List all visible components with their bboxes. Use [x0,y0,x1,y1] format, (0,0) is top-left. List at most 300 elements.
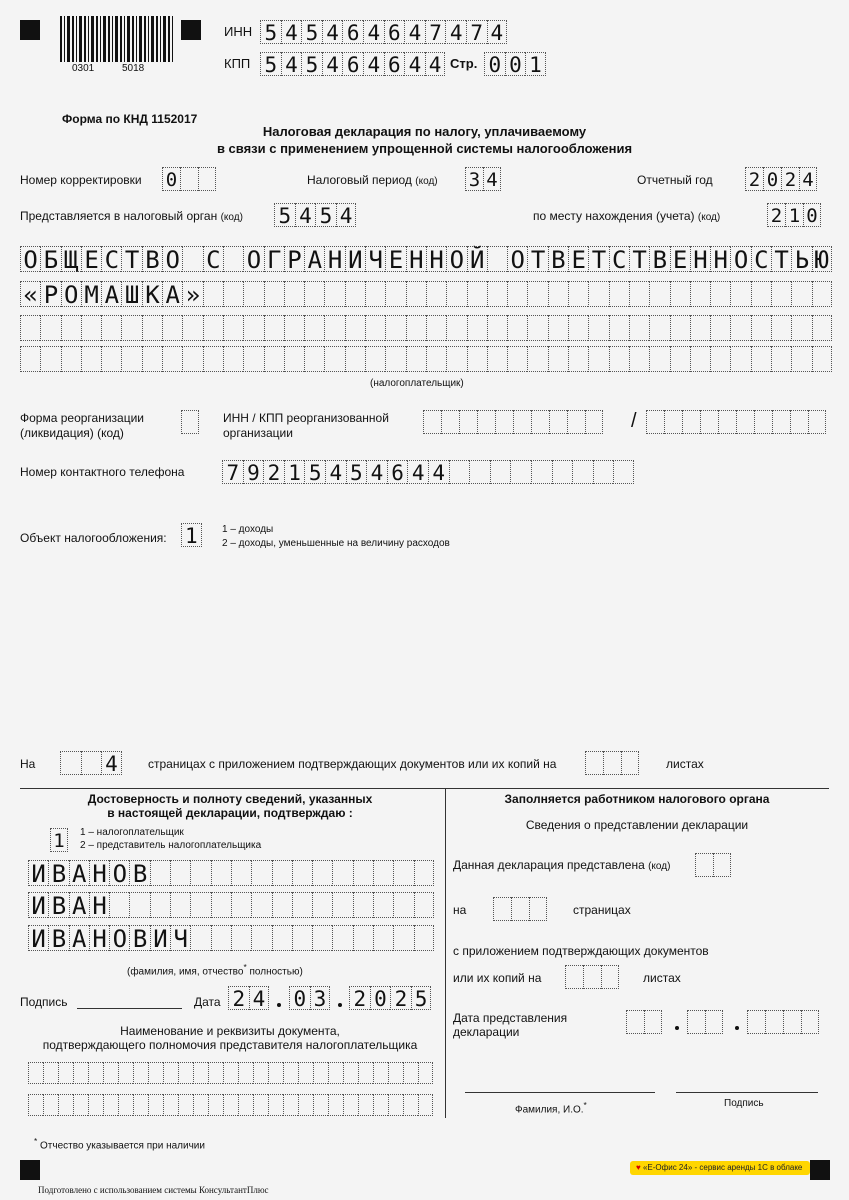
char-cell[interactable]: « [20,281,40,307]
char-cell[interactable] [332,925,352,951]
char-cell[interactable] [231,892,251,918]
char-cell[interactable] [243,315,263,341]
char-cell[interactable] [771,346,791,372]
char-cell[interactable] [670,315,690,341]
char-cell[interactable] [414,892,434,918]
char-cell[interactable] [626,1010,644,1034]
char-cell[interactable]: Ч [170,925,190,951]
char-cell[interactable] [593,460,614,484]
char-cell[interactable] [163,1094,178,1116]
char-cell[interactable]: Н [710,246,730,272]
char-cell[interactable] [193,1062,208,1084]
char-cell[interactable] [58,1062,73,1084]
char-cell[interactable] [493,897,511,921]
char-cell[interactable] [148,1062,163,1084]
char-cell[interactable] [791,281,811,307]
char-cell[interactable] [243,281,263,307]
char-cell[interactable]: В [548,246,568,272]
char-cell[interactable] [393,892,413,918]
reorg-inn-cells[interactable] [423,410,603,434]
char-cell[interactable]: О [109,860,129,886]
char-cell[interactable]: Е [670,246,690,272]
char-cell[interactable] [162,315,182,341]
char-cell[interactable] [690,346,710,372]
char-cell[interactable] [328,1062,343,1084]
char-cell[interactable] [495,410,513,434]
char-cell[interactable] [700,410,718,434]
char-cell[interactable]: 3 [310,986,331,1010]
char-cell[interactable]: 7 [222,460,243,484]
char-cell[interactable] [180,167,198,191]
char-cell[interactable]: Р [40,281,60,307]
char-cell[interactable] [406,346,426,372]
char-cell[interactable]: В [649,246,669,272]
char-cell[interactable]: 1 [181,523,202,547]
char-cell[interactable] [585,751,603,775]
char-cell[interactable] [388,1062,403,1084]
date-day-cells[interactable] [228,986,269,1010]
pages-cells[interactable] [60,751,122,775]
char-cell[interactable] [353,925,373,951]
char-cell[interactable] [103,1062,118,1084]
char-cell[interactable]: 5 [304,460,325,484]
char-cell[interactable] [223,346,243,372]
eoffice-badge[interactable] [630,1161,810,1175]
char-cell[interactable] [531,410,549,434]
char-cell[interactable] [182,315,202,341]
char-cell[interactable] [28,1062,43,1084]
char-cell[interactable] [664,410,682,434]
char-cell[interactable]: 4 [363,52,384,76]
char-cell[interactable] [312,925,332,951]
char-cell[interactable] [765,1010,783,1034]
char-cell[interactable] [548,315,568,341]
char-cell[interactable]: 4 [281,52,302,76]
char-cell[interactable]: Т [771,246,791,272]
char-cell[interactable]: А [69,892,89,918]
char-cell[interactable] [43,1094,58,1116]
char-cell[interactable]: А [69,860,89,886]
char-cell[interactable] [588,315,608,341]
char-cell[interactable] [328,1094,343,1116]
char-cell[interactable] [101,315,121,341]
char-cell[interactable] [284,281,304,307]
char-cell[interactable] [507,346,527,372]
reorg-kpp-cells[interactable] [646,410,826,434]
char-cell[interactable] [646,410,664,434]
char-cell[interactable]: К [142,281,162,307]
char-cell[interactable] [312,892,332,918]
char-cell[interactable] [649,315,669,341]
char-cell[interactable] [332,860,352,886]
char-cell[interactable]: 1 [785,203,803,227]
char-cell[interactable]: 5 [301,52,322,76]
char-cell[interactable] [426,315,446,341]
char-cell[interactable] [510,460,531,484]
char-cell[interactable]: С [609,246,629,272]
char-cell[interactable]: 4 [322,52,343,76]
char-cell[interactable]: 0 [370,986,391,1010]
char-cell[interactable] [118,1062,133,1084]
char-cell[interactable] [687,1010,705,1034]
char-cell[interactable] [373,1062,388,1084]
char-cell[interactable]: 4 [428,460,449,484]
char-cell[interactable] [223,281,243,307]
char-cell[interactable]: » [182,281,202,307]
char-cell[interactable] [771,315,791,341]
char-cell[interactable]: 5 [274,203,295,227]
char-cell[interactable] [81,346,101,372]
char-cell[interactable]: О [507,246,527,272]
char-cell[interactable]: 6 [387,460,408,484]
char-cell[interactable] [527,281,547,307]
char-cell[interactable]: 0 [289,986,310,1010]
char-cell[interactable] [490,460,511,484]
office-sheets-cells[interactable] [565,965,619,989]
char-cell[interactable] [426,346,446,372]
char-cell[interactable]: 4 [445,20,466,44]
char-cell[interactable] [284,315,304,341]
char-cell[interactable] [182,246,202,272]
char-cell[interactable]: 5 [301,20,322,44]
char-cell[interactable] [414,925,434,951]
char-cell[interactable] [487,281,507,307]
year-cells[interactable] [745,167,817,191]
char-cell[interactable] [88,1062,103,1084]
char-cell[interactable] [121,315,141,341]
char-cell[interactable]: 5 [346,460,367,484]
char-cell[interactable]: 0 [505,52,526,76]
char-cell[interactable] [568,315,588,341]
char-cell[interactable] [208,1062,223,1084]
char-cell[interactable]: И [345,246,365,272]
char-cell[interactable] [304,346,324,372]
char-cell[interactable] [190,860,210,886]
char-cell[interactable]: Н [324,246,344,272]
char-cell[interactable] [783,1010,801,1034]
char-cell[interactable] [298,1094,313,1116]
char-cell[interactable] [20,315,40,341]
char-cell[interactable] [649,281,669,307]
char-cell[interactable] [567,410,585,434]
char-cell[interactable]: Е [81,246,101,272]
char-cell[interactable] [730,281,750,307]
char-cell[interactable] [406,315,426,341]
char-cell[interactable]: Н [426,246,446,272]
char-cell[interactable]: Н [89,925,109,951]
char-cell[interactable] [609,315,629,341]
char-cell[interactable] [43,1062,58,1084]
char-cell[interactable] [705,1010,723,1034]
char-cell[interactable]: 4 [404,20,425,44]
char-cell[interactable] [710,281,730,307]
char-cell[interactable] [353,860,373,886]
char-cell[interactable] [231,860,251,886]
char-cell[interactable] [730,315,750,341]
char-cell[interactable]: Н [89,892,109,918]
char-cell[interactable]: Е [568,246,588,272]
char-cell[interactable] [467,281,487,307]
char-cell[interactable] [629,346,649,372]
char-cell[interactable]: 2 [349,986,370,1010]
char-cell[interactable]: О [20,246,40,272]
office-date-day-cells[interactable] [626,1010,662,1034]
char-cell[interactable] [103,1094,118,1116]
char-cell[interactable]: С [101,246,121,272]
char-cell[interactable] [487,346,507,372]
char-cell[interactable] [243,346,263,372]
char-cell[interactable] [283,1062,298,1084]
object-cells[interactable] [181,523,202,547]
char-cell[interactable] [549,410,567,434]
char-cell[interactable] [572,460,593,484]
char-cell[interactable] [211,860,231,886]
patronymic-cells[interactable] [28,925,434,951]
char-cell[interactable] [507,281,527,307]
surname-cells[interactable] [28,860,434,886]
char-cell[interactable]: Ш [121,281,141,307]
char-cell[interactable] [585,410,603,434]
char-cell[interactable] [388,1094,403,1116]
char-cell[interactable] [358,1094,373,1116]
char-cell[interactable] [446,346,466,372]
char-cell[interactable]: 2 [263,460,284,484]
char-cell[interactable]: В [142,246,162,272]
char-cell[interactable]: Р [284,246,304,272]
char-cell[interactable] [150,892,170,918]
char-cell[interactable] [446,281,466,307]
char-cell[interactable] [283,1094,298,1116]
char-cell[interactable]: 2 [390,986,411,1010]
char-cell[interactable] [109,892,129,918]
char-cell[interactable] [73,1062,88,1084]
char-cell[interactable]: Й [467,246,487,272]
char-cell[interactable] [670,281,690,307]
char-cell[interactable] [343,1094,358,1116]
char-cell[interactable] [423,410,441,434]
char-cell[interactable] [751,281,771,307]
char-cell[interactable] [365,346,385,372]
char-cell[interactable] [148,1094,163,1116]
char-cell[interactable] [531,460,552,484]
char-cell[interactable] [629,281,649,307]
page-cells[interactable] [484,52,546,76]
char-cell[interactable] [527,346,547,372]
char-cell[interactable] [223,1062,238,1084]
char-cell[interactable] [393,860,413,886]
char-cell[interactable] [332,892,352,918]
char-cell[interactable] [253,1094,268,1116]
char-cell[interactable] [791,346,811,372]
char-cell[interactable] [211,925,231,951]
taxpayer-name-line4[interactable] [20,346,832,372]
char-cell[interactable] [223,1094,238,1116]
char-cell[interactable] [284,346,304,372]
char-cell[interactable]: 0 [803,203,821,227]
char-cell[interactable] [565,965,583,989]
char-cell[interactable] [751,315,771,341]
char-cell[interactable] [40,346,60,372]
char-cell[interactable] [28,1094,43,1116]
char-cell[interactable] [426,281,446,307]
char-cell[interactable]: 4 [363,20,384,44]
char-cell[interactable] [406,281,426,307]
char-cell[interactable] [772,410,790,434]
char-cell[interactable] [690,281,710,307]
char-cell[interactable]: М [81,281,101,307]
char-cell[interactable]: 1 [284,460,305,484]
char-cell[interactable]: 0 [484,52,505,76]
char-cell[interactable] [568,346,588,372]
char-cell[interactable] [313,1062,328,1084]
char-cell[interactable] [292,860,312,886]
char-cell[interactable] [298,1062,313,1084]
char-cell[interactable] [150,860,170,886]
char-cell[interactable]: И [150,925,170,951]
char-cell[interactable]: 2 [767,203,785,227]
char-cell[interactable] [812,346,832,372]
char-cell[interactable] [58,1094,73,1116]
char-cell[interactable]: О [162,246,182,272]
char-cell[interactable]: 0 [162,167,180,191]
char-cell[interactable] [292,925,312,951]
char-cell[interactable]: 7 [425,20,446,44]
char-cell[interactable] [264,346,284,372]
char-cell[interactable] [61,346,81,372]
char-cell[interactable]: 4 [295,203,316,227]
office-sign-line[interactable] [676,1092,818,1093]
office-date-year-cells[interactable] [747,1010,819,1034]
char-cell[interactable]: Н [89,860,109,886]
char-cell[interactable] [609,281,629,307]
char-cell[interactable]: Б [40,246,60,272]
char-cell[interactable] [469,460,490,484]
char-cell[interactable] [414,860,434,886]
char-cell[interactable] [695,853,713,877]
char-cell[interactable] [690,315,710,341]
char-cell[interactable]: А [69,925,89,951]
char-cell[interactable]: 0 [763,167,781,191]
char-cell[interactable] [487,315,507,341]
char-cell[interactable]: Щ [61,246,81,272]
char-cell[interactable]: Т [629,246,649,272]
char-cell[interactable] [373,1094,388,1116]
char-cell[interactable] [736,410,754,434]
char-cell[interactable] [621,751,639,775]
char-cell[interactable]: А [162,281,182,307]
char-cell[interactable] [238,1062,253,1084]
char-cell[interactable] [513,410,531,434]
char-cell[interactable] [203,346,223,372]
char-cell[interactable] [60,751,81,775]
char-cell[interactable] [343,1062,358,1084]
char-cell[interactable] [178,1062,193,1084]
office-date-month-cells[interactable] [687,1010,723,1034]
char-cell[interactable] [133,1094,148,1116]
char-cell[interactable] [223,315,243,341]
char-cell[interactable]: Н [690,246,710,272]
char-cell[interactable] [345,346,365,372]
char-cell[interactable] [801,1010,819,1034]
char-cell[interactable] [609,346,629,372]
char-cell[interactable] [162,346,182,372]
char-cell[interactable] [730,346,750,372]
char-cell[interactable] [568,281,588,307]
char-cell[interactable] [190,892,210,918]
char-cell[interactable] [181,410,199,434]
char-cell[interactable] [790,410,808,434]
char-cell[interactable] [231,925,251,951]
char-cell[interactable] [272,925,292,951]
char-cell[interactable] [629,315,649,341]
inn-cells[interactable] [260,20,507,44]
char-cell[interactable] [682,410,700,434]
char-cell[interactable] [808,410,826,434]
char-cell[interactable]: Т [121,246,141,272]
char-cell[interactable] [552,460,573,484]
char-cell[interactable]: 5 [260,52,281,76]
correction-cells[interactable] [162,167,216,191]
taxpayer-name-line2[interactable] [20,281,832,307]
char-cell[interactable] [365,315,385,341]
char-cell[interactable] [73,1094,88,1116]
char-cell[interactable] [373,860,393,886]
char-cell[interactable] [190,925,210,951]
char-cell[interactable] [142,315,162,341]
char-cell[interactable] [751,346,771,372]
char-cell[interactable] [178,1094,193,1116]
char-cell[interactable] [588,281,608,307]
char-cell[interactable] [754,410,772,434]
signature-line[interactable] [77,1008,182,1009]
char-cell[interactable] [304,281,324,307]
char-cell[interactable]: А [304,246,324,272]
char-cell[interactable]: Ю [812,246,832,272]
char-cell[interactable] [193,1094,208,1116]
char-cell[interactable]: 4 [407,460,428,484]
char-cell[interactable]: 4 [483,167,501,191]
char-cell[interactable]: В [48,925,68,951]
char-cell[interactable]: В [48,860,68,886]
char-cell[interactable] [477,410,495,434]
char-cell[interactable]: 9 [243,460,264,484]
char-cell[interactable]: 4 [249,986,270,1010]
char-cell[interactable] [20,346,40,372]
char-cell[interactable] [644,1010,662,1034]
char-cell[interactable]: 4 [322,20,343,44]
char-cell[interactable] [613,460,634,484]
sheets-cells[interactable] [585,751,639,775]
date-year-cells[interactable] [349,986,431,1010]
char-cell[interactable]: 4 [487,20,508,44]
char-cell[interactable] [583,965,601,989]
char-cell[interactable] [208,1094,223,1116]
char-cell[interactable]: 6 [342,20,363,44]
char-cell[interactable] [358,1062,373,1084]
char-cell[interactable] [251,860,271,886]
taxpayer-name-line3[interactable] [20,315,832,341]
char-cell[interactable] [418,1094,433,1116]
char-cell[interactable] [133,1062,148,1084]
char-cell[interactable] [61,315,81,341]
char-cell[interactable]: 6 [384,52,405,76]
char-cell[interactable]: 4 [325,460,346,484]
char-cell[interactable]: С [751,246,771,272]
char-cell[interactable] [385,346,405,372]
char-cell[interactable] [710,315,730,341]
char-cell[interactable]: И [28,892,48,918]
char-cell[interactable] [353,892,373,918]
